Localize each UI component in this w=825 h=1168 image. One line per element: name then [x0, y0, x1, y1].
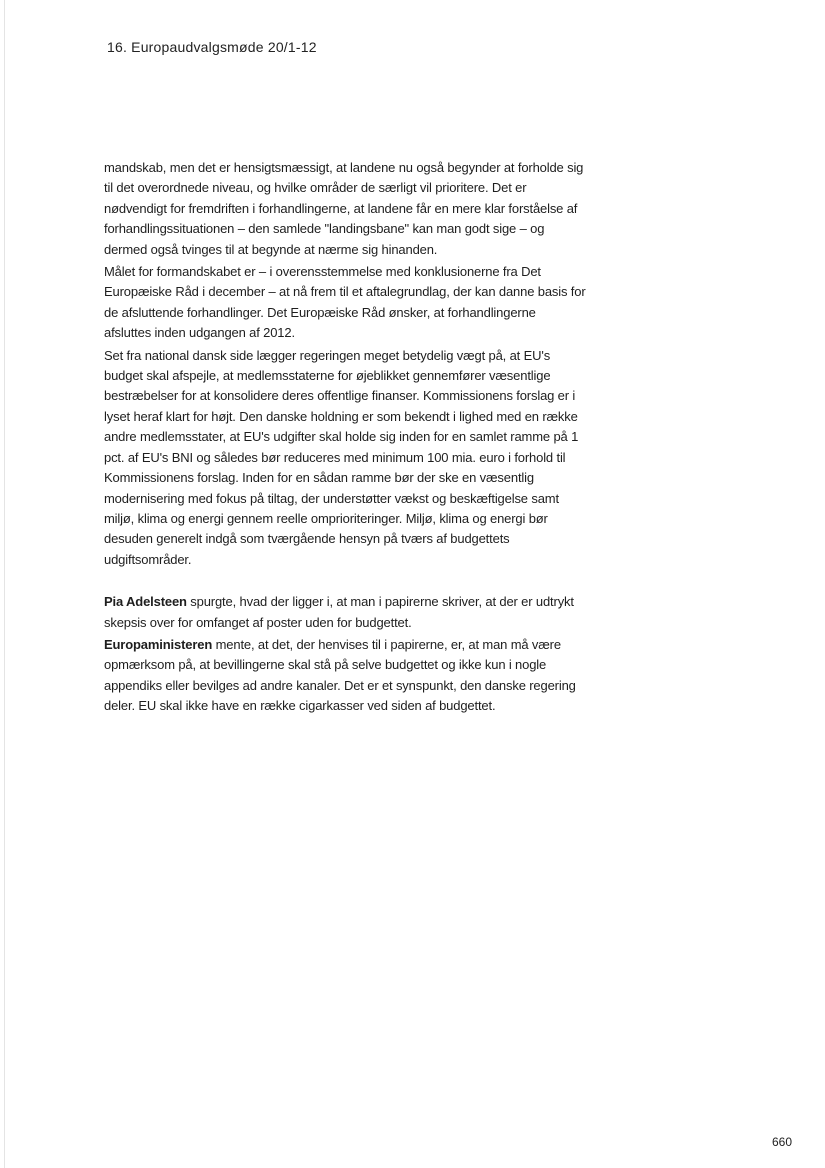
paragraph: Målet for formandskabet er – i overensstemmelse med konklusionerne fra Det Europæiske Råd i december – at nå frem til et aftalegrundlag, der kan danne basis for de afsluttende forhandlinger. Det Europæiske Råd ønsker, at forhandlingerne afsluttes inden udgangen af 2012.	[104, 264, 586, 341]
page-header: 16. Europaudvalgsmøde 20/1-12	[107, 39, 317, 55]
speaker-paragraph	[104, 592, 586, 633]
paragraph: Set fra national dansk side lægger regeringen meget betydelig vægt på, at EU's budget skal afspejle, at medlemsstaterne for øjeblikket gennemfører væsentlige bestræbelser for at konsolidere deres offentlige finanser. Kommissionens forslag er i lyset heraf klart for højt. Den danske holdning er som bekendt i lighed med en række andre medlemsstater, at EU's udgifter skal holde sig inden for en samlet ramme på 1 pct. af EU's BNI og således bør reduceres med minimum 100 mia. euro i forhold til Kommissionens forslag. Inden for en sådan ramme bør der ske en væsentlig modernisering med fokus på tiltag, der understøtter vækst og beskæftigelse samt miljø, klima og energi gennem reelle omprioriteringer. Miljø, klima og energi bør desuden generelt indgå som tværgående hensyn på tværs af budgettets udgiftsområder.	[104, 347, 579, 567]
speaker-text: spurgte, hvad der ligger i, at man i papirerne skriver, at der er udtrykt skepsis over for omfanget af poster uden for budgettet.	[104, 594, 574, 630]
speaker-name: Pia Adelsteen	[104, 594, 187, 610]
document-body	[104, 158, 586, 719]
speaker-name: Europaministeren	[104, 636, 213, 652]
paragraph: mandskab, men det er hensigtsmæssigt, at landene nu også begynder at forholde sig til det overordnede niveau, og hvilke områder de særligt vil prioritere. Det er nødvendigt for fremdriften i forhandlingerne, at landene får en mere klar forståelse af forhandlingssituationen – den samlede "landingsbane" kan man godt sige – og dermed også tvinges til at begynde at nærme sig hinanden.	[104, 160, 584, 257]
page-number: 660	[772, 1135, 793, 1149]
scan-edge-line	[4, 0, 5, 1168]
speaker-text: mente, at det, der henvises til i papirerne, er, at man må være opmærksom på, at bevillingerne skal stå på selve budgettet og ikke kun i nogle appendiks eller bevilges ad andre kanaler. Det er et synspunkt, den danske regering deler. EU skal ikke have en række cigarkasser ved siden af budgettet.	[104, 636, 576, 714]
speaker-paragraph	[104, 635, 586, 717]
